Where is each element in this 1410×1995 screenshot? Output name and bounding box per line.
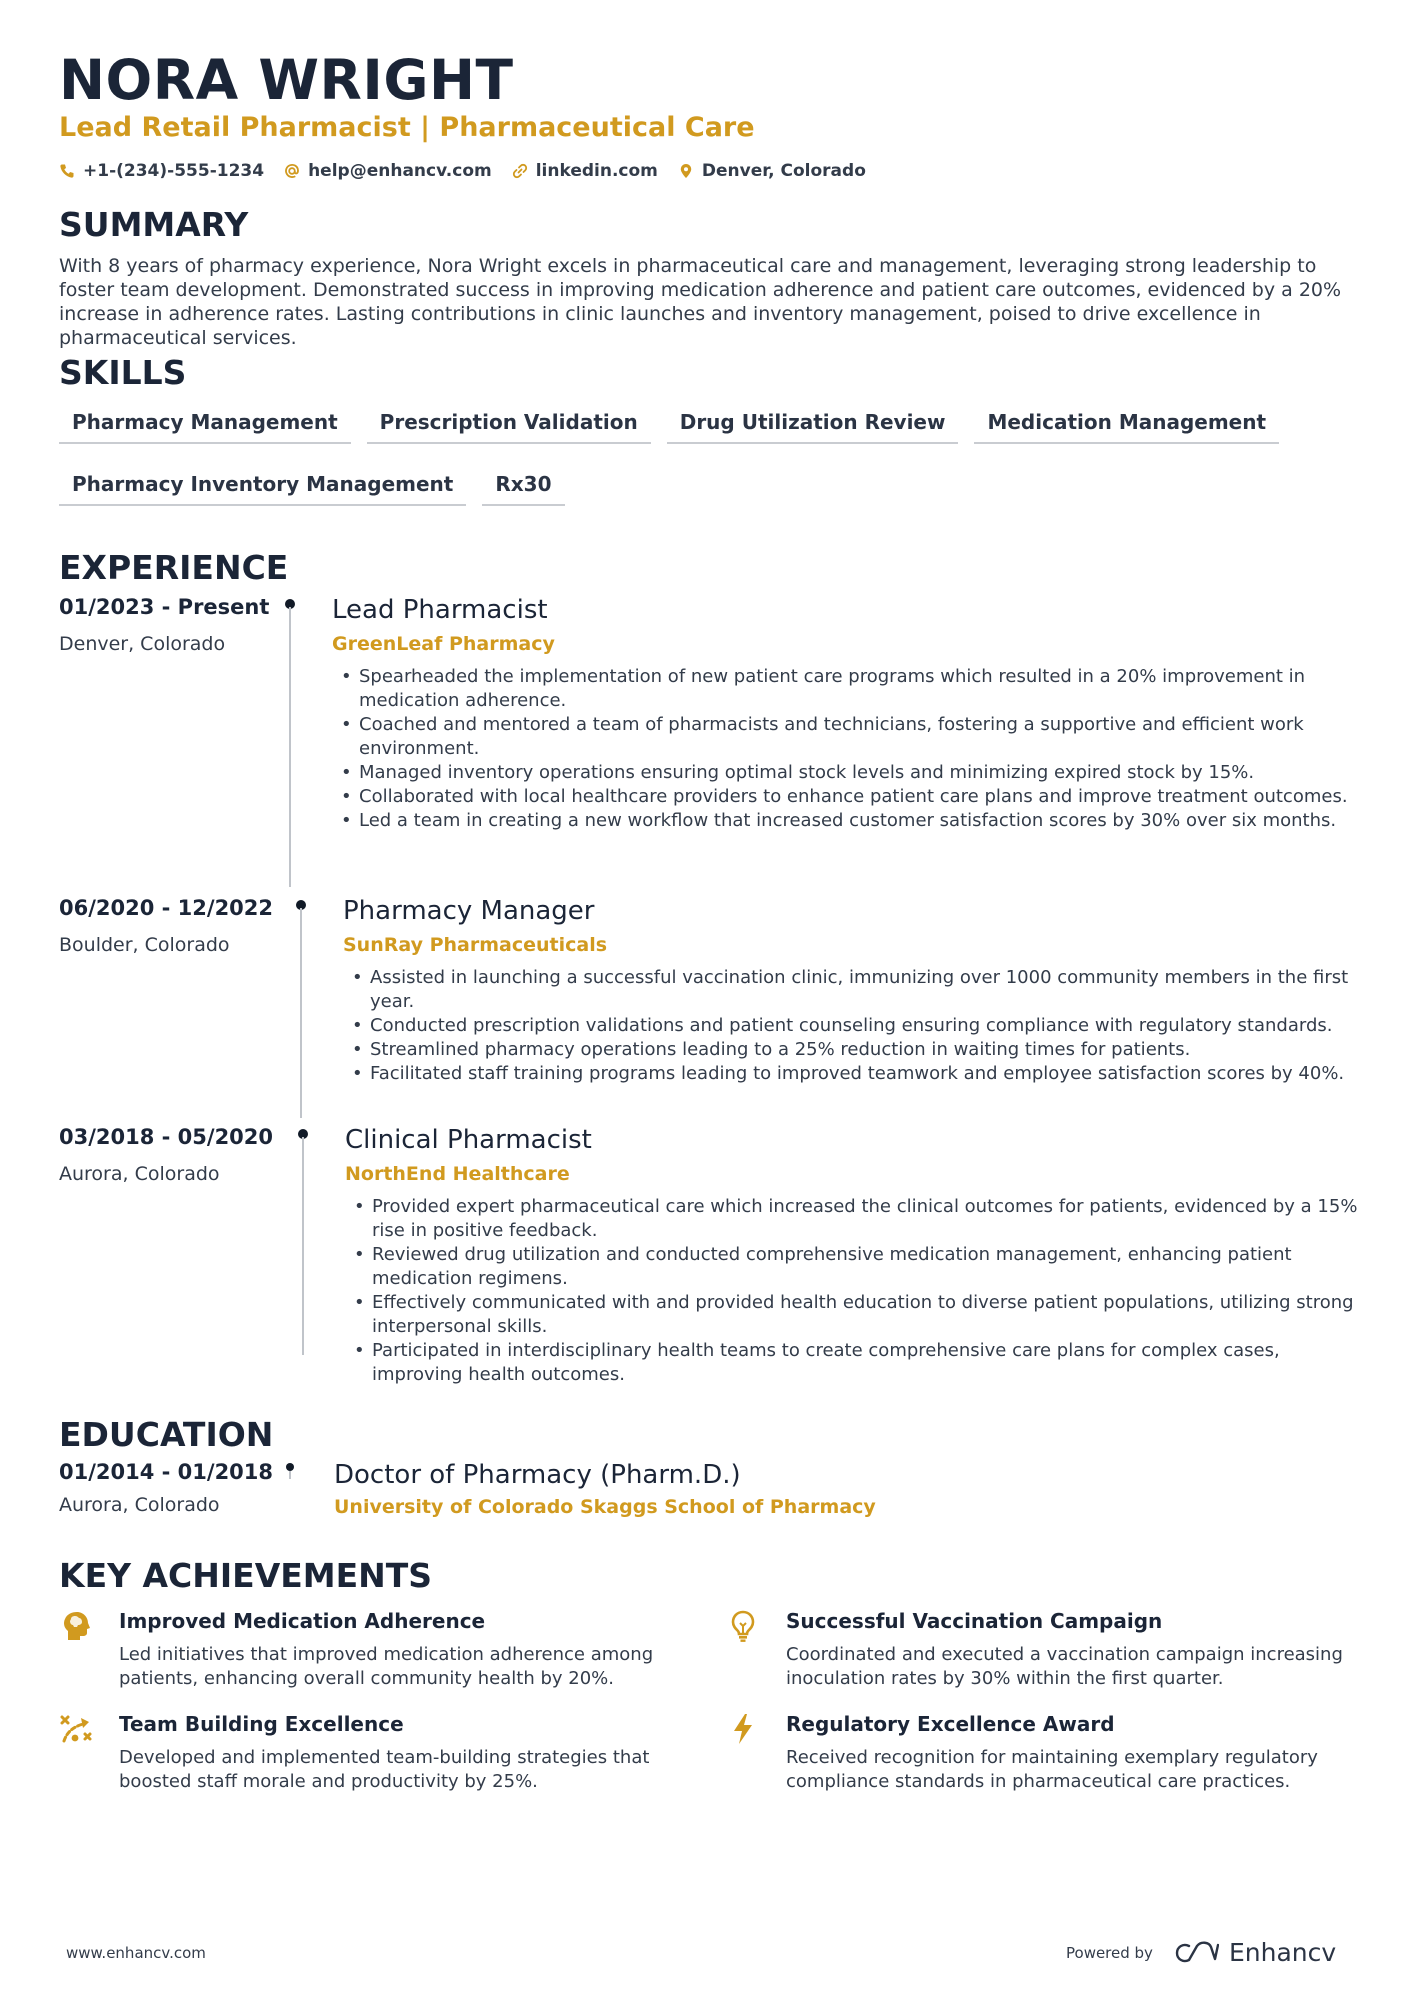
footer-branding [1066, 1938, 1336, 1967]
experience-bullet: • Facilitated staff training programs leading to improved teamwork and employee satisfaction scores by 40%. [343, 1062, 1359, 1086]
candidate-title: Lead Retail Pharmacist | Pharmaceutical Care [59, 112, 755, 143]
experience-entry [59, 595, 1359, 895]
experience-bullet: • Conducted prescription validations and patient counseling ensuring compliance with regulatory standards. [343, 1014, 1359, 1038]
education-entry [59, 1460, 1359, 1530]
lightning-icon [726, 1712, 760, 1746]
skill-tag: Rx30 [482, 468, 564, 506]
experience-company: SunRay Pharmaceuticals [343, 934, 608, 956]
contact-location-text: Denver, Colorado [701, 161, 866, 181]
experience-heading: EXPERIENCE [59, 548, 289, 587]
achievement-title: Improved Medication Adherence [119, 1609, 486, 1633]
contact-phone[interactable] [59, 161, 264, 181]
skills-list [59, 406, 1359, 530]
summary-heading: SUMMARY [59, 205, 249, 244]
experience-bullets [345, 1195, 1359, 1387]
brand-logo[interactable] [1175, 1938, 1336, 1967]
contact-email-text: help@enhancv.com [308, 161, 492, 181]
education-location: Aurora, Colorado [59, 1494, 220, 1516]
education-degree: Doctor of Pharmacy (Pharm.D.) [334, 1460, 741, 1490]
strategy-icon [59, 1712, 93, 1746]
experience-dates: 03/2018 - 05/2020 [59, 1125, 274, 1149]
experience-bullet: • Managed inventory operations ensuring optimal stock levels and minimizing expired stock by 15%. [332, 761, 1359, 785]
at-sign-icon [284, 163, 300, 179]
contact-linkedin[interactable] [512, 161, 658, 181]
timeline-line [289, 607, 291, 887]
achievement-title: Team Building Excellence [119, 1712, 404, 1736]
contact-location [678, 161, 866, 181]
experience-bullet: • Effectively communicated with and provided health education to diverse patient populations, utilizing strong interpersonal skills. [345, 1291, 1359, 1339]
experience-location: Aurora, Colorado [59, 1163, 220, 1185]
achievements-heading: KEY ACHIEVEMENTS [59, 1556, 433, 1595]
candidate-name: NORA WRIGHT [59, 48, 514, 112]
skills-heading: SKILLS [59, 353, 187, 392]
skill-tag: Pharmacy Inventory Management [59, 468, 466, 506]
experience-dates: 06/2020 - 12/2022 [59, 896, 274, 920]
achievement-title: Regulatory Excellence Award [786, 1712, 1115, 1736]
experience-bullet: • Led a team in creating a new workflow that increased customer satisfaction scores by 30% over six months. [332, 809, 1359, 833]
timeline-line [289, 1471, 291, 1479]
phone-icon [59, 163, 75, 179]
contact-email[interactable] [284, 161, 492, 181]
experience-company: NorthEnd Healthcare [345, 1163, 570, 1185]
education-dates: 01/2014 - 01/2018 [59, 1460, 274, 1484]
experience-role: Lead Pharmacist [332, 595, 548, 625]
skill-tag: Pharmacy Management [59, 406, 351, 444]
education-school: University of Colorado Skaggs School of Pharmacy [334, 1496, 876, 1518]
achievement-desc: Received recognition for maintaining exemplary regulatory compliance standards in pharmaceutical care practices. [786, 1747, 1318, 1792]
experience-bullet: • Coached and mentored a team of pharmacists and technicians, fostering a supportive and efficient work environment. [332, 713, 1359, 761]
timeline-line [300, 908, 302, 1118]
experience-bullet: • Participated in interdisciplinary health teams to create comprehensive care plans for complex cases, improving health outcomes. [345, 1339, 1359, 1387]
contact-phone-text: +1-(234)-555-1234 [83, 161, 265, 181]
experience-entry [59, 1125, 1359, 1385]
achievement-title: Successful Vaccination Campaign [786, 1609, 1163, 1633]
brand-name: Enhancv [1228, 1938, 1337, 1967]
experience-bullet: • Provided expert pharmaceutical care which increased the clinical outcomes for patients, evidenced by a 15% rise in positive feedback. [345, 1195, 1359, 1243]
experience-company: GreenLeaf Pharmacy [332, 633, 555, 655]
achievement-desc: Coordinated and executed a vaccination campaign increasing inoculation rates by 30% within the first quarter. [786, 1644, 1343, 1689]
lightbulb-icon [726, 1609, 760, 1643]
experience-bullet: • Streamlined pharmacy operations leading to a 25% reduction in waiting times for patients. [343, 1038, 1359, 1062]
experience-location: Boulder, Colorado [59, 934, 230, 956]
map-pin-icon [678, 163, 694, 179]
achievement-desc: Developed and implemented team-building strategies that boosted staff morale and productivity by 25%. [119, 1747, 650, 1792]
experience-bullet: • Spearheaded the implementation of new patient care programs which resulted in a 20% improvement in medication adherence. [332, 665, 1359, 713]
experience-role: Pharmacy Manager [343, 896, 595, 926]
experience-bullet: • Assisted in launching a successful vaccination clinic, immunizing over 1000 community members in the first year. [343, 966, 1359, 1014]
powered-by-label: Powered by [1066, 1943, 1153, 1962]
summary-text: With 8 years of pharmacy experience, Nora Wright excels in pharmaceutical care and management, leveraging strong leadership to foster team development. Demonstrated success in improving medication adherence and patient care outcomes, evidenced by a 20% increase in adherence rates. Lasting contributions in clinic launches and inventory management, poised to drive excellence in pharmaceutical services. [59, 255, 1342, 349]
timeline-dot [286, 1463, 294, 1471]
experience-bullets [343, 966, 1359, 1086]
achievement-desc: Led initiatives that improved medication adherence among patients, enhancing overall community health by 20%. [119, 1644, 654, 1689]
education-heading: EDUCATION [59, 1415, 274, 1454]
experience-role: Clinical Pharmacist [345, 1125, 592, 1155]
skill-tag: Drug Utilization Review [667, 406, 959, 444]
brain-head-icon [59, 1609, 93, 1643]
experience-entry [59, 896, 1359, 1126]
experience-bullets [332, 665, 1359, 833]
footer-website[interactable]: www.enhancv.com [66, 1944, 206, 1962]
link-icon [512, 163, 528, 179]
enhancv-logo-icon [1175, 1941, 1219, 1965]
contact-linkedin-text: linkedin.com [535, 161, 658, 181]
timeline-line [302, 1137, 304, 1355]
experience-location: Denver, Colorado [59, 633, 226, 655]
skill-tag: Medication Management [974, 406, 1279, 444]
experience-bullet: • Reviewed drug utilization and conducted comprehensive medication management, enhancing patient medication regimens. [345, 1243, 1359, 1291]
contact-bar [59, 161, 866, 181]
skill-tag: Prescription Validation [367, 406, 651, 444]
experience-dates: 01/2023 - Present [59, 595, 270, 619]
experience-bullet: • Collaborated with local healthcare providers to enhance patient care plans and improve treatment outcomes. [332, 785, 1359, 809]
